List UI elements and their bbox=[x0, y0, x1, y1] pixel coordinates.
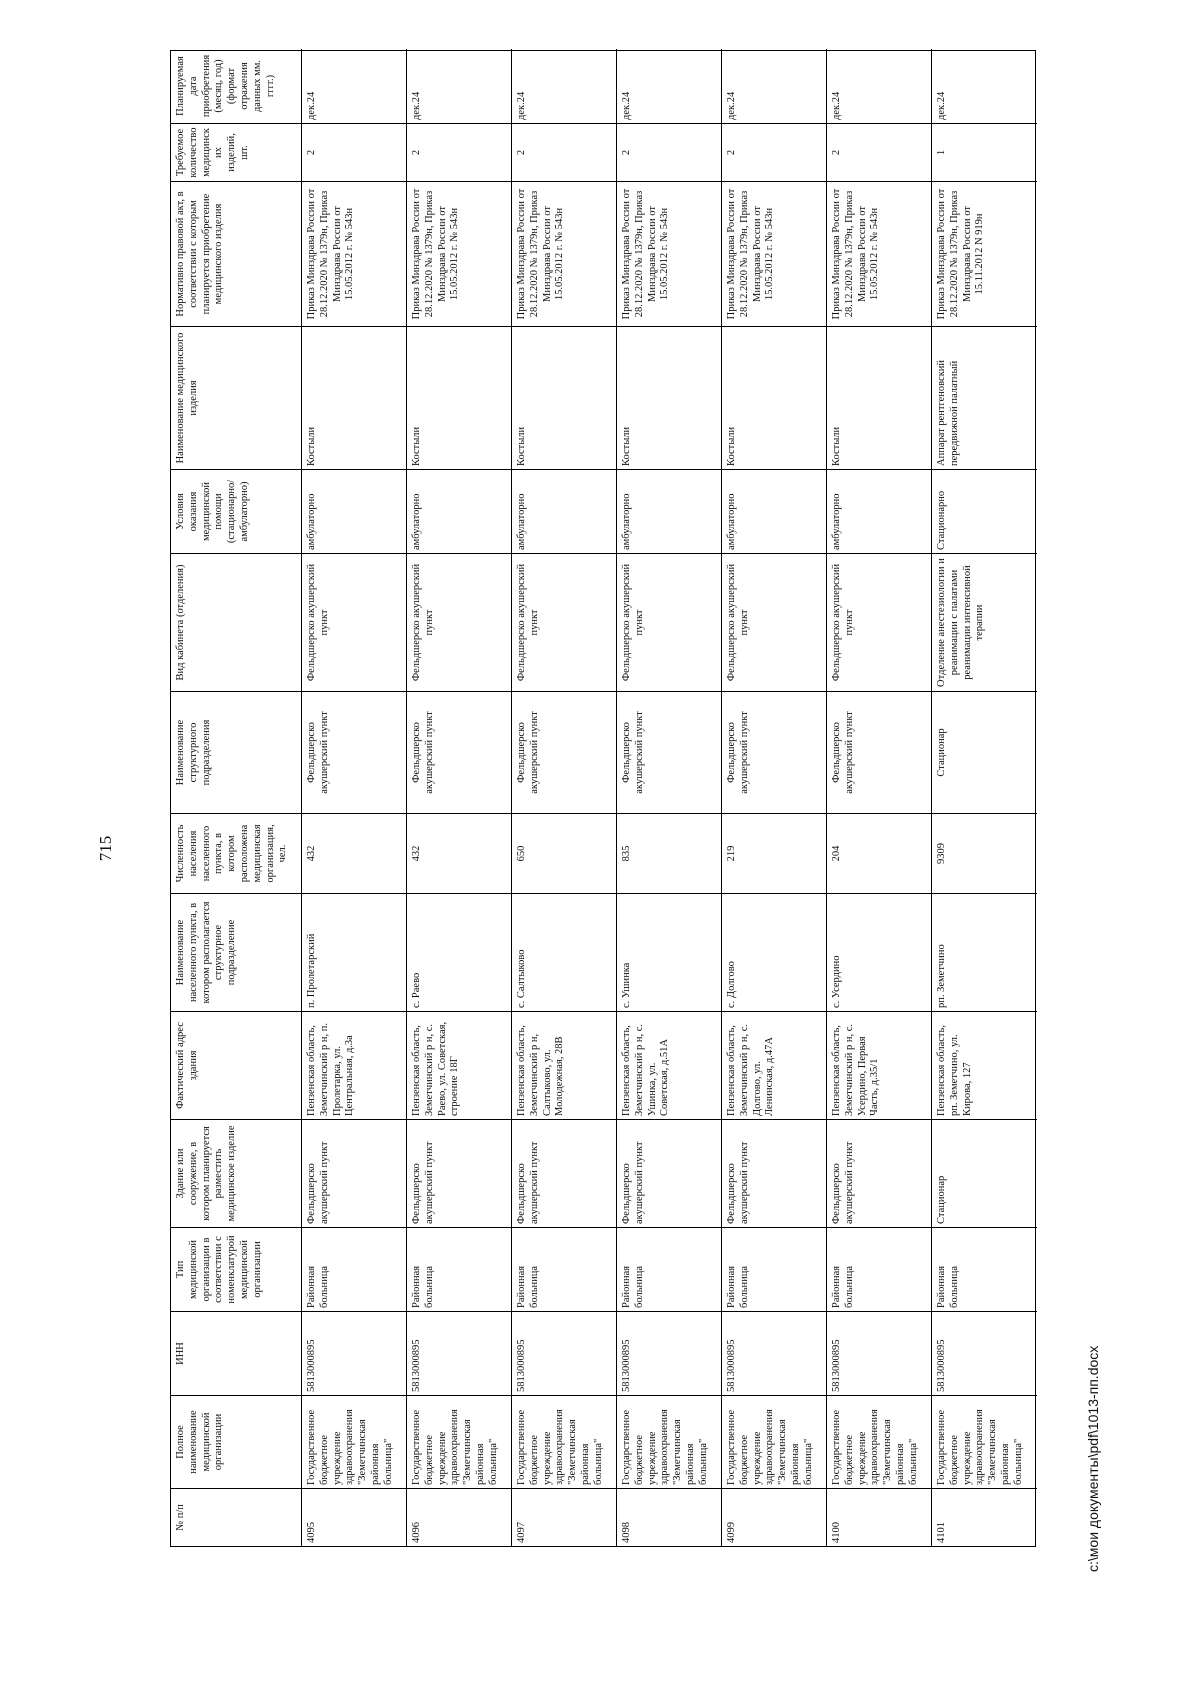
table-cell: 432 bbox=[407, 813, 512, 893]
table-cell: с. Ушинка bbox=[617, 893, 722, 1011]
table-cell: Пензенская область, Земетчинский р н, с. Долгово, ул. Ленинская, д.47А bbox=[722, 1011, 827, 1119]
table-cell: Фельдшерско акушерский пункт bbox=[407, 1119, 512, 1227]
header-cell: № п/п bbox=[171, 1488, 302, 1546]
table-cell: 4096 bbox=[407, 1488, 512, 1546]
table-cell: Фельдшерско акушерский пункт bbox=[302, 691, 407, 813]
table-cell: Приказ Минздрава России от 28.12.2020 № 1379н, Приказ Минздрава России от 15.05.2012 г. № 543н bbox=[302, 181, 407, 326]
header-cell: Тип медицинской организации в соответствии с номенклатурой медицинской организации bbox=[171, 1227, 302, 1311]
table-cell: Костыли bbox=[827, 326, 932, 469]
table-cell: Приказ Минздрава России от 28.12.2020 № 1379н, Приказ Минздрава России от 15.05.2012 г. № 543н bbox=[407, 181, 512, 326]
header-cell: Условия оказания медицинской помощи (стационарно/ амбулаторно) bbox=[171, 469, 302, 553]
header-cell: Численность населения населенного пункта, в котором расположена медицинская организация, чел. bbox=[171, 813, 302, 893]
table-cell: 5813000895 bbox=[827, 1311, 932, 1395]
table-cell: Районная больница bbox=[302, 1227, 407, 1311]
table-cell: Фельдшерско акушерский пункт bbox=[617, 1119, 722, 1227]
table-cell: 2 bbox=[827, 123, 932, 181]
table-cell: 1 bbox=[932, 123, 1037, 181]
table-cell: 204 bbox=[827, 813, 932, 893]
table-cell: амбулаторно bbox=[512, 469, 617, 553]
table-cell: амбулаторно bbox=[722, 469, 827, 553]
table-cell: Отделение анестезиологии и реанимации с палатами реанимации интенсивной терапии bbox=[932, 553, 1037, 691]
page-number: 715 bbox=[96, 835, 115, 862]
table-cell: Костыли bbox=[302, 326, 407, 469]
table-cell: амбулаторно bbox=[407, 469, 512, 553]
header-cell: Наименование населенного пункта, в котором располагается структурное подразделение bbox=[171, 893, 302, 1011]
table-cell: Фельдшерско акушерский пункт bbox=[722, 691, 827, 813]
table-cell: 5813000895 bbox=[302, 1311, 407, 1395]
table-cell: с. Усердино bbox=[827, 893, 932, 1011]
table-cell: Фельдшерско акушерский пункт bbox=[617, 553, 722, 691]
header-cell: Фактический адрес здания bbox=[171, 1011, 302, 1119]
table-cell: 4097 bbox=[512, 1488, 617, 1546]
table-cell: Фельдшерско акушерский пункт bbox=[302, 553, 407, 691]
table-cell: Фельдшерско акушерский пункт bbox=[407, 691, 512, 813]
table-cell: Районная больница bbox=[407, 1227, 512, 1311]
table-cell: Фельдшерско акушерский пункт bbox=[722, 553, 827, 691]
header-cell: Нормативно правовой акт, в соответствии с которым планируется приобретение медицинского изделия bbox=[171, 181, 302, 326]
table-cell: Государственное бюджетное учреждение здравоохранения "Земетчинская районная больница" bbox=[722, 1395, 827, 1488]
table-cell: дек.24 bbox=[512, 49, 617, 123]
table-cell: 432 bbox=[302, 813, 407, 893]
data-table bbox=[170, 50, 1036, 1547]
table-cell: с. Салтыково bbox=[512, 893, 617, 1011]
table-cell: 5813000895 bbox=[407, 1311, 512, 1395]
table-cell: Фельдшерско акушерский пункт bbox=[302, 1119, 407, 1227]
table-cell: Фельдшерско акушерский пункт bbox=[512, 691, 617, 813]
table-cell: Государственное бюджетное учреждение здравоохранения "Земетчинская районная больница" bbox=[302, 1395, 407, 1488]
table-cell: Стационар bbox=[932, 691, 1037, 813]
table-cell: Пензенская область, Земетчинский р н, с. Раево, ул. Советская, строение 18Г bbox=[407, 1011, 512, 1119]
table-cell: 2 bbox=[407, 123, 512, 181]
table-cell: 2 bbox=[617, 123, 722, 181]
table-cell: Государственное бюджетное учреждение здравоохранения "Земетчинская районная больница" bbox=[932, 1395, 1037, 1488]
table-cell: Фельдшерско акушерский пункт bbox=[827, 1119, 932, 1227]
table-cell: 5813000895 bbox=[512, 1311, 617, 1395]
table-cell: Стационарно bbox=[932, 469, 1037, 553]
table-cell: Приказ Минздрава России от 28.12.2020 № 1379н, Приказ Минздрава России от 15.05.2012 г. № 543н bbox=[827, 181, 932, 326]
table-cell: Районная больница bbox=[722, 1227, 827, 1311]
table-cell: Пензенская область, Земетчинский р н, с. Усердино, Первая Часть, д.35/1 bbox=[827, 1011, 932, 1119]
header-cell: Требуемое количество медицинских изделий, шт. bbox=[171, 123, 302, 181]
header-cell: ИНН bbox=[171, 1311, 302, 1395]
table-cell: Фельдшерско акушерский пункт bbox=[512, 553, 617, 691]
table-cell: Государственное бюджетное учреждение здравоохранения "Земетчинская районная больница" bbox=[617, 1395, 722, 1488]
table-cell: Районная больница bbox=[617, 1227, 722, 1311]
table-cell: Фельдшерско акушерский пункт bbox=[827, 553, 932, 691]
table-cell: Государственное бюджетное учреждение здравоохранения "Земетчинская районная больница" bbox=[512, 1395, 617, 1488]
table-cell: амбулаторно bbox=[617, 469, 722, 553]
table-cell: Приказ Минздрава России от 28.12.2020 № 1379н, Приказ Минздрава России от 15.11.2012 N 919н bbox=[932, 181, 1037, 326]
table-cell: 2 bbox=[722, 123, 827, 181]
table-cell: п. Пролетарский bbox=[302, 893, 407, 1011]
table-cell: 5813000895 bbox=[617, 1311, 722, 1395]
table-cell: 4098 bbox=[617, 1488, 722, 1546]
table-cell: Районная больница bbox=[512, 1227, 617, 1311]
table-cell: Государственное бюджетное учреждение здравоохранения "Земетчинская районная больница" bbox=[407, 1395, 512, 1488]
table-cell: 4095 bbox=[302, 1488, 407, 1546]
table-cell: Приказ Минздрава России от 28.12.2020 № 1379н, Приказ Минздрава России от 15.05.2012 г. № 543н bbox=[512, 181, 617, 326]
table-cell: Фельдшерско акушерский пункт bbox=[617, 691, 722, 813]
table-cell: Приказ Минздрава России от 28.12.2020 № 1379н, Приказ Минздрава России от 15.05.2012 г. № 543н bbox=[722, 181, 827, 326]
table-cell: 4099 bbox=[722, 1488, 827, 1546]
table-cell: дек.24 bbox=[827, 49, 932, 123]
table-cell: Костыли bbox=[722, 326, 827, 469]
table-cell: амбулаторно bbox=[302, 469, 407, 553]
table-cell: Пензенская область, Земетчинский р н, с. Ушинка, ул. Советская, д.51А bbox=[617, 1011, 722, 1119]
table-cell: Пензенская область, Земетчинский р н, п. Пролетарка, ул. Центральная, д.3а bbox=[302, 1011, 407, 1119]
table-cell: 2 bbox=[302, 123, 407, 181]
table-cell: дек.24 bbox=[617, 49, 722, 123]
header-cell: Наименование структурного подразделения bbox=[171, 691, 302, 813]
table-cell: Костыли bbox=[617, 326, 722, 469]
table-cell: Приказ Минздрава России от 28.12.2020 № 1379н, Приказ Минздрава России от 15.05.2012 г. № 543н bbox=[617, 181, 722, 326]
table-cell: Костыли bbox=[512, 326, 617, 469]
header-cell: Вид кабинета (отделения) bbox=[171, 553, 302, 691]
table-cell: 4100 bbox=[827, 1488, 932, 1546]
table-cell: Фельдшерско акушерский пункт bbox=[827, 691, 932, 813]
table-cell: с. Раево bbox=[407, 893, 512, 1011]
header-cell: Полное наименование медицинской организации bbox=[171, 1395, 302, 1488]
table-cell: Государственное бюджетное учреждение здравоохранения "Земетчинская районная больница" bbox=[827, 1395, 932, 1488]
table-cell: Пензенская область, Земетчинский р н, Салтыково, ул. Молодежная, 28В bbox=[512, 1011, 617, 1119]
table-cell: дек.24 bbox=[302, 49, 407, 123]
table-cell: 4101 bbox=[932, 1488, 1037, 1546]
table-cell: 5813000895 bbox=[932, 1311, 1037, 1395]
table-cell: дек.24 bbox=[936, 91, 947, 120]
table-cell: Фельдшерско акушерский пункт bbox=[407, 553, 512, 691]
table-cell: рп. Земетчино bbox=[932, 893, 1037, 1011]
table-cell: 5813000895 bbox=[722, 1311, 827, 1395]
table-cell: дек.24 bbox=[407, 49, 512, 123]
table-cell: Стационар bbox=[932, 1119, 1037, 1227]
table-cell: 2 bbox=[512, 123, 617, 181]
table-cell: Районная больница bbox=[827, 1227, 932, 1311]
table-cell: амбулаторно bbox=[827, 469, 932, 553]
table-cell: с. Долгово bbox=[722, 893, 827, 1011]
table-cell: 219 bbox=[722, 813, 827, 893]
footer-file-path: c:\мои документы\pdf\1013-пп.docx bbox=[1085, 1345, 1101, 1572]
table-cell: 9309 bbox=[932, 813, 1037, 893]
table-cell: Костыли bbox=[407, 326, 512, 469]
table-cell: Фельдшерско акушерский пункт bbox=[512, 1119, 617, 1227]
table-cell: Пензенская область, рп. Земетчино, ул. Кирова, 127 bbox=[932, 1011, 1037, 1119]
table-cell: дек.24 bbox=[722, 49, 827, 123]
table-cell: 835 bbox=[617, 813, 722, 893]
table-cell: Районная больница bbox=[932, 1227, 1037, 1311]
table-cell: Аппарат рентгеновский передвижной палатный bbox=[932, 326, 1037, 469]
header-cell: Наименование медицинского изделия bbox=[171, 326, 302, 469]
table-cell: Фельдшерско акушерский пункт bbox=[722, 1119, 827, 1227]
table-cell: 650 bbox=[512, 813, 617, 893]
header-cell: Планируемая дата приобретения (месяц, год) (формат отражения данных мм. гггг.) bbox=[171, 49, 302, 123]
header-cell: Здание или сооружение, в котором планируется разместить медицинское изделие bbox=[171, 1119, 302, 1227]
